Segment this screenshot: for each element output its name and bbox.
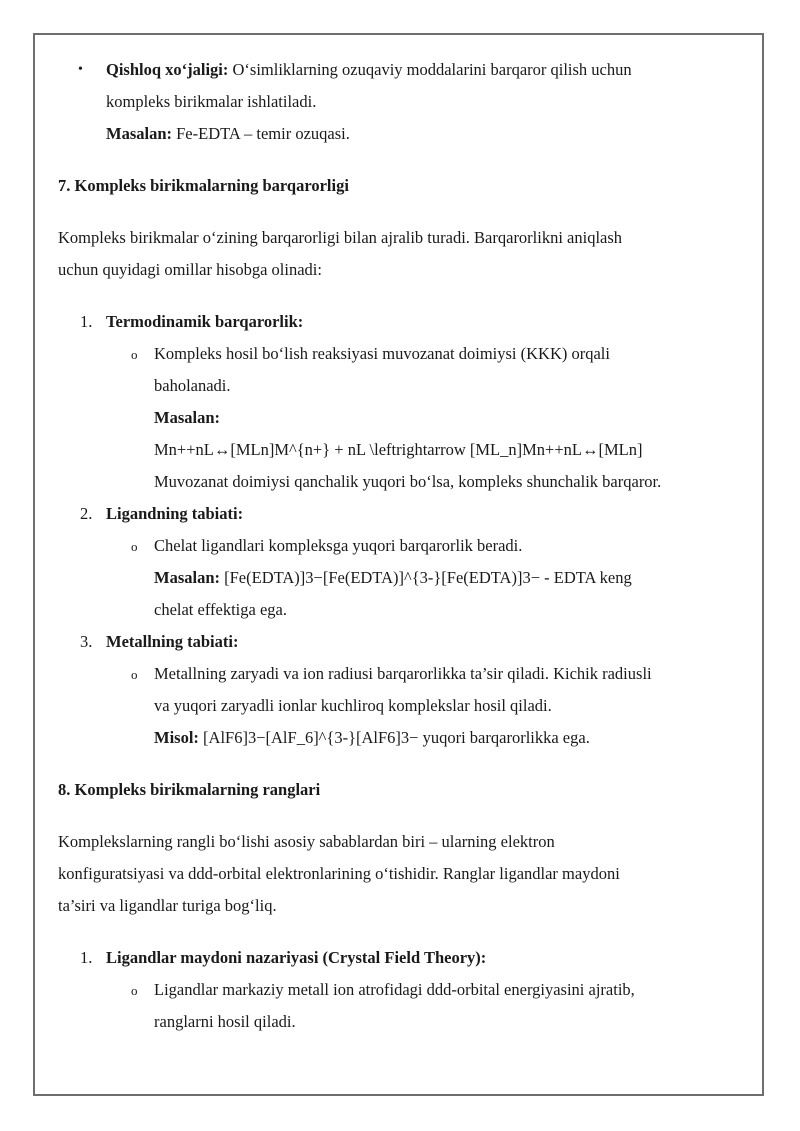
list-item-title: Metallning tabiati:	[106, 632, 239, 651]
paragraph-line: Kompleks birikmalar o‘zining barqarorligi bilan ajralib turadi. Barqarorlikni aniqlash	[58, 228, 623, 247]
example-label: Masalan:	[154, 408, 220, 427]
bullet-icon: •	[78, 62, 83, 77]
paragraph-line: konfiguratsiyasi va ddd-orbital elektronlarining o‘tishidir. Ranglar ligandlar maydoni	[58, 864, 620, 883]
section-heading-8: 8. Kompleks birikmalarning ranglari	[58, 780, 321, 799]
list-item-title: Ligandning tabiati:	[106, 504, 244, 523]
sub-item-text: Chelat ligandlari kompleksga yuqori barqarorlik beradi.	[154, 536, 523, 555]
note-text: Muvozanat doimiysi qanchalik yuqori bo‘lsa, kompleks shunchalik barqaror.	[154, 472, 662, 491]
sub-item-text: Ligandlar markaziy metall ion atrofidagi ddd-orbital energiyasini ajratib,	[154, 980, 635, 999]
document-page	[58, 54, 748, 1038]
section8-paragraph	[58, 826, 748, 922]
sub-item-text: baholanadi.	[154, 376, 231, 395]
list-item-thermodynamic	[58, 306, 748, 338]
sub-item	[58, 530, 748, 626]
list-number: 2.	[80, 504, 93, 523]
section7-paragraph	[58, 222, 748, 286]
list-item-title: Ligandlar maydoni nazariyasi (Crystal Field Theory):	[106, 948, 487, 967]
sub-bullet-icon: o	[131, 347, 138, 362]
paragraph-line: Komplekslarning rangli bo‘lishi asosiy sabablardan biri – ularning elektron	[58, 832, 555, 851]
list-number: 3.	[80, 632, 93, 651]
paragraph-line: uchun quyidagi omillar hisobga olinadi:	[58, 260, 322, 279]
example-label: Masalan:	[154, 568, 220, 587]
sub-item	[58, 974, 748, 1038]
sub-item	[58, 658, 748, 754]
list-item-crystal-field	[58, 942, 748, 974]
sub-item-text: Metallning zaryadi va ion radiusi barqarorlikka ta’sir qiladi. Kichik radiusli	[154, 664, 652, 683]
sub-item-text: Kompleks hosil bo‘lish reaksiyasi muvozanat doimiysi (KKK) orqali	[154, 344, 610, 363]
sub-bullet-icon: o	[131, 539, 138, 554]
bullet-text-cont: kompleks birikmalar ishlatiladi.	[106, 92, 317, 111]
example-text: [Fe(EDTA)]3−[Fe(EDTA)]^{3-}[Fe(EDTA)]3− - EDTA keng	[220, 568, 632, 587]
sub-bullet-icon: o	[131, 983, 138, 998]
paragraph-line: ta’siri va ligandlar turiga bog‘liq.	[58, 896, 277, 915]
sub-item	[58, 338, 748, 498]
example-text: chelat effektiga ega.	[154, 600, 287, 619]
sub-item-text: va yuqori zaryadli ionlar kuchliroq komplekslar hosil qiladi.	[154, 696, 552, 715]
section7-list	[58, 306, 748, 754]
bullet-item-agriculture	[58, 54, 748, 150]
section-heading-7: 7. Kompleks birikmalarning barqarorligi	[58, 176, 349, 195]
list-number: 1.	[80, 948, 93, 967]
section8-list	[58, 942, 748, 1038]
list-item-ligand	[58, 498, 748, 530]
example-label: Masalan:	[106, 124, 172, 143]
list-item-title: Termodinamik barqarorlik:	[106, 312, 304, 331]
sub-item-text: ranglarni hosil qiladi.	[154, 1012, 296, 1031]
formula-text: Mn++nL↔[MLn]M^{n+} + nL \leftrightarrow [ML_n]Mn++nL↔[MLn]	[154, 440, 643, 459]
sub-bullet-icon: o	[131, 667, 138, 682]
list-item-metal	[58, 626, 748, 658]
list-number: 1.	[80, 312, 93, 331]
example-text: Fe-EDTA – temir ozuqasi.	[172, 124, 350, 143]
bullet-bold-label: Qishloq xo‘jaligi:	[106, 60, 229, 79]
example-label: Misol:	[154, 728, 199, 747]
example-text: [AlF6]3−[AlF_6]^{3-}[AlF6]3− yuqori barqarorlikka ega.	[198, 728, 590, 747]
bullet-text: O‘simliklarning ozuqaviy moddalarini barqaror qilish uchun	[228, 60, 632, 79]
